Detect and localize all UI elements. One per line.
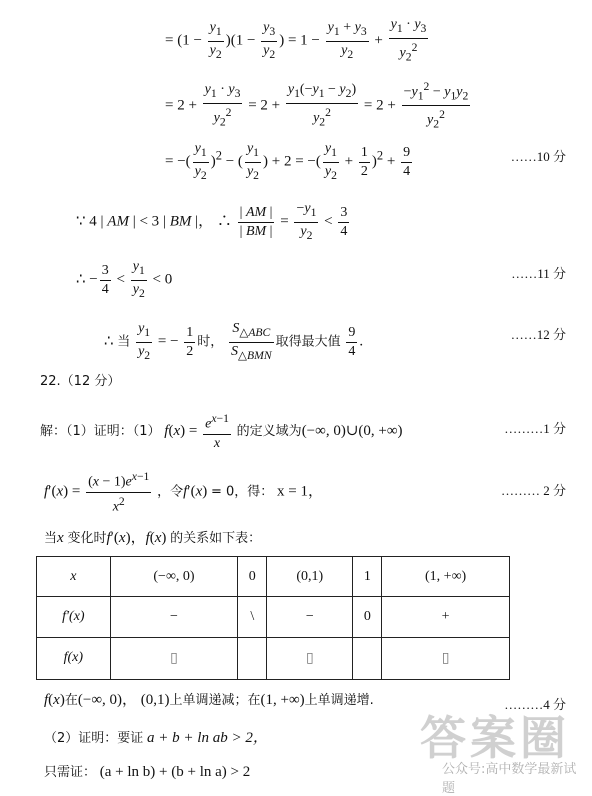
table-cell: (−∞, 0) (110, 557, 238, 597)
watermark-subtext: 公众号:高中数学最新试题 (442, 762, 577, 796)
score-10: ……10 分 (510, 149, 566, 164)
table-cell: f(x) (37, 637, 111, 679)
math-line-5: ∴ − $\frac{3}{4}$ < $\frac{y_1}{y_2}$ < 0 (76, 258, 172, 303)
math-line-7: 解：（1）证明：（1） f(x) = $\frac{e^{x-1}}{x}$ 的定义域为(−∞, 0)∪(0, +∞) (40, 412, 403, 451)
proof-prefix: 解：（1）证明：（1） (40, 423, 161, 439)
watermark-text: 答案圈 (420, 711, 570, 765)
table-row-f (37, 637, 510, 679)
fraction: $\frac{-y_1}{y_2}$ (296, 201, 317, 242)
table-cell: − (110, 597, 238, 637)
table-cell: \ (238, 597, 267, 637)
table-cell: + (382, 597, 510, 637)
fraction: $\frac{y_1}{y_2}$ (194, 141, 207, 182)
table-cell (353, 637, 382, 679)
math-line-4: ∵ 4 | AM | < 3 | BM |， ∴ $\frac{| AM |}{| BM |}$ = $\frac{-y_1}{y_2}$ < $\frac{3}{4}$ (76, 200, 351, 245)
fraction: $\frac{S_{\triangle ABC}}{S_{\triangle BMN}}$ (231, 321, 272, 362)
fraction: $\frac{3}{4}$ (340, 204, 348, 239)
fraction: $\frac{y_3}{y_2}$ (263, 19, 276, 61)
score-12: ……12 分 (510, 327, 566, 342)
table-cell (238, 637, 267, 679)
fraction: $\frac{9}{4}$ (403, 144, 411, 179)
math-line-11: 只需证： (a + ln b) + (b + ln a) > 2 (44, 764, 251, 780)
deriv-zero: = 0，得： (211, 484, 274, 500)
deriv-text: ，令 (157, 484, 184, 500)
fraction: $\frac{(x - 1)e^{x-1}}{x^2}$ (88, 470, 150, 515)
fraction: $\frac{y_1}{y_2}$ (138, 321, 151, 362)
fraction: $\frac{y_1}{y_2}$ (324, 141, 337, 182)
fraction: $\frac{e^{x-1}}{x}$ (205, 412, 229, 451)
table-row-x (37, 557, 510, 597)
math-line-9: f(x)在(−∞, 0)， (0,1)上单调递减；在(1, +∞)上单调递增. (44, 692, 374, 708)
table-intro: 当x 变化时f′(x)，f(x) 的关系如下表： (44, 530, 262, 546)
watermark-logo (402, 700, 582, 796)
table-cell: ▯ (267, 637, 353, 679)
math-line-6: ∴ 当 $\frac{y_1}{y_2}$ = − $\frac{1}{2}$ 时， $\frac{S_{\triangle ABC}}{S_{\triangle BMN}}$ 取得最大值 $\frac{9}{4}$ . (104, 320, 363, 365)
fraction: $\frac{y_1(-y_1 - y_2)}{y_2^2}$ (287, 81, 357, 129)
fraction: $\frac{| AM |}{| BM |}$ (239, 204, 273, 239)
fraction: $\frac{y_1}{y_2}$ (132, 259, 145, 300)
table-cell: ▯ (382, 637, 510, 679)
math-line-3: = −( $\frac{y_1}{y_2}$ )$^2$ − ( $\frac{y_1}{y_2}$ ) + 2 = −( $\frac{y_1}{y_2}$ + $\frac{1}{2}$ )$^2$ + $\frac{9}{4}$ (165, 140, 414, 185)
fraction: $\frac{1}{2}$ (360, 144, 368, 179)
fraction: $\frac{y_1}{y_2}$ (209, 19, 222, 61)
score-1: ………1 分 (504, 421, 566, 436)
x-equals: x = 1， (277, 483, 324, 500)
table-row-fprime (37, 597, 510, 637)
fraction: $\frac{1}{2}$ (186, 324, 194, 359)
section-header: 22.（12 分） (40, 374, 121, 389)
variation-table (36, 556, 510, 680)
table-cell: − (267, 597, 353, 637)
table-cell: x (37, 557, 111, 597)
table-cell: 1 (353, 557, 382, 597)
score-2: ……… 2 分 (500, 483, 566, 498)
table-cell: ▯ (110, 637, 238, 679)
score-11: ……11 分 (511, 266, 566, 281)
fraction: $\frac{3}{4}$ (101, 262, 109, 297)
domain-text: 的定义域为 (236, 423, 302, 439)
fraction: $\frac{9}{4}$ (348, 324, 356, 359)
table-cell: (0,1) (267, 557, 353, 597)
fraction: $\frac{y_1}{y_2}$ (246, 141, 259, 182)
fraction: $\frac{y_1 \cdot y_3}{y_2^2}$ (390, 17, 427, 64)
math-line-2: = 2 + $\frac{y_1 \cdot y_3}{y_2^2}$ = 2 + $\frac{y_1(-y_1 - y_2)}{y_2^2}$ = 2 + $\frac{-y_1^2 - y_1y_2}{y_2^2}$ (165, 78, 472, 134)
score-4: ………4 分 (504, 697, 566, 712)
fraction: $\frac{-y_1^2 - y_1y_2}{y_2^2}$ (403, 80, 469, 131)
table-cell: 0 (353, 597, 382, 637)
math-line-10: （2）证明：要证 a + b + ln ab > 2， (44, 730, 268, 746)
table-cell: f′(x) (37, 597, 111, 637)
math-line-1: = (1 − $\frac{y_1}{y_2}$ )(1 − $\frac{y_3}{y_2}$ ) = 1 − $\frac{y_1 + y_3}{y_2}$ + $\frac{y_1 \cdot y_3}{y_2^2}$ (165, 16, 430, 66)
fraction: $\frac{y_1 \cdot y_3}{y_2^2}$ (204, 81, 241, 129)
table-cell: 0 (238, 557, 267, 597)
math-line-8: f′(x) = $\frac{(x - 1)e^{x-1}}{x^2}$ ，令f′(x) = 0，得： x = 1， (44, 470, 324, 515)
table-cell: (1, +∞) (382, 557, 510, 597)
fraction: $\frac{y_1 + y_3}{y_2}$ (327, 19, 367, 61)
